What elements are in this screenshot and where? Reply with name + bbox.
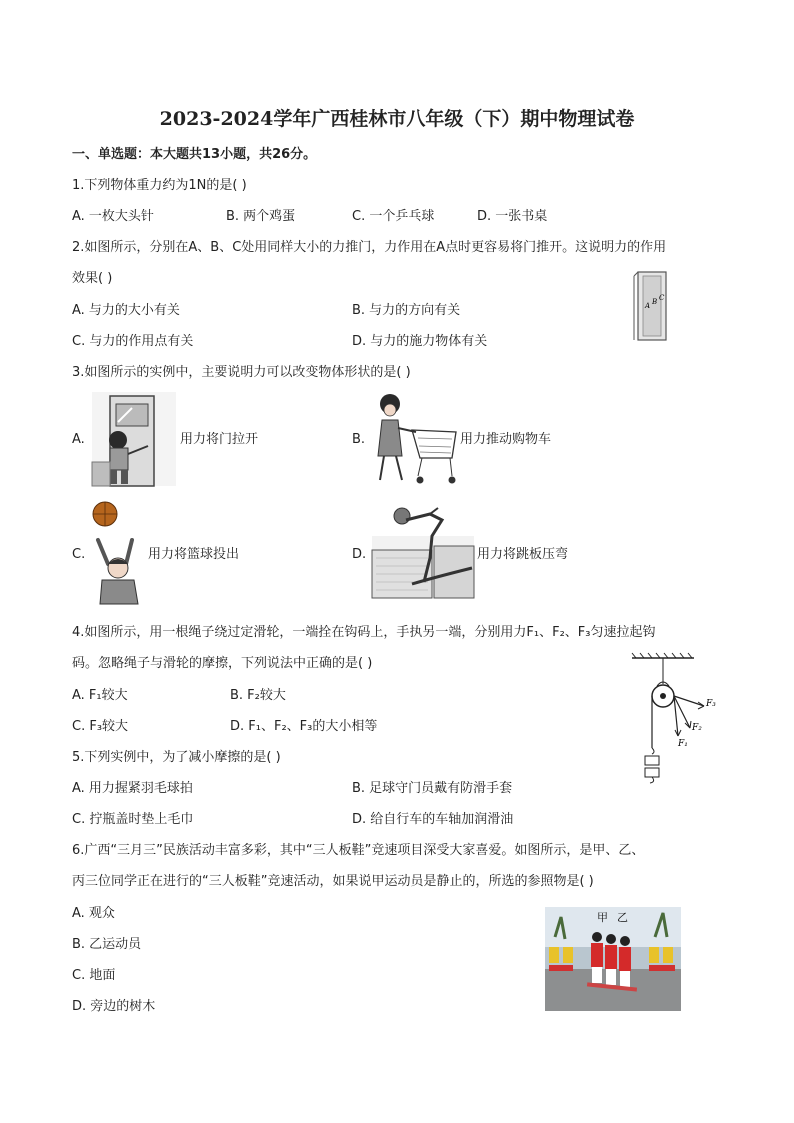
door-label-c: C	[659, 294, 665, 302]
q2-option-d: D. 与力的施力物体有关	[352, 334, 488, 349]
q3-option-d-letter: D.	[352, 547, 367, 562]
door-pull-image	[92, 392, 176, 486]
question-4-stem-line1: 4.如图所示，用一根绳子绕过定滑轮，一端拴在钩码上，手执另一端，分别用力F₁、F₂、F₃匀速拉起钩	[72, 625, 656, 640]
q3-option-c-letter: C.	[72, 547, 86, 562]
basketball-throw-image	[92, 500, 148, 604]
q2-option-c: C. 与力的作用点有关	[72, 334, 194, 349]
q3-option-b-letter: B.	[352, 432, 366, 447]
section-heading: 一、单选题：本大题共13小题，共26分。	[72, 147, 317, 162]
page-title: 2023-2024学年广西桂林市八年级（下）期中物理试卷	[159, 108, 635, 130]
q3-option-a-letter: A.	[72, 432, 85, 447]
q6-option-c: C. 地面	[72, 968, 116, 983]
door-label-a: A	[645, 302, 651, 310]
question-1-stem: 1.下列物体重力约为1N的是( )	[72, 178, 247, 193]
q1-option-a: A. 一枚大头针	[72, 209, 154, 224]
q3-option-b-text: 用力推动购物车	[460, 432, 552, 447]
q1-option-b: B. 两个鸡蛋	[226, 209, 296, 224]
q3-option-a-text: 用力将门拉开	[180, 432, 259, 447]
question-2-stem-line2: 效果( )	[72, 271, 113, 286]
q4-option-c: C. F₃较大	[72, 719, 129, 734]
q1-option-c: C. 一个乒乓球	[352, 209, 435, 224]
race-label-yi: 乙	[617, 911, 628, 924]
door-label-b: B	[652, 298, 658, 306]
pulley-label-f3: F₃	[706, 699, 716, 709]
question-6-stem-line1: 6.广西“三月三”民族活动丰富多彩，其中“三人板鞋”竞速项目深受大家喜爱。如图所示，是甲、乙、	[72, 843, 645, 858]
q6-option-d: D. 旁边的树木	[72, 999, 156, 1014]
q4-option-d: D. F₁、F₂、F₃的大小相等	[230, 719, 378, 734]
question-4-stem-line2: 码。忽略绳子与滑轮的摩擦，下列说法中正确的是( )	[72, 656, 373, 671]
race-photo	[545, 907, 681, 1011]
door-figure	[634, 270, 672, 342]
pulley-label-f2: F₂	[692, 723, 702, 733]
question-3-stem: 3.如图所示的实例中，主要说明力可以改变物体形状的是( )	[72, 365, 411, 380]
q5-option-d: D. 给自行车的车轴加润滑油	[352, 812, 514, 827]
pulley-label-f1: F₁	[678, 739, 688, 749]
q5-option-b: B. 足球守门员戴有防滑手套	[352, 781, 513, 796]
q3-option-c-text: 用力将篮球投出	[148, 547, 240, 562]
q1-option-d: D. 一张书桌	[477, 209, 548, 224]
shopping-cart-image	[372, 392, 458, 486]
q2-option-a: A. 与力的大小有关	[72, 303, 180, 318]
question-5-stem: 5.下列实例中，为了减小摩擦的是( )	[72, 750, 281, 765]
q4-option-a: A. F₁较大	[72, 688, 128, 703]
q4-option-b: B. F₂较大	[230, 688, 286, 703]
q6-option-a: A. 观众	[72, 906, 115, 921]
pulley-figure	[630, 656, 724, 784]
q5-option-a: A. 用力握紧羽毛球拍	[72, 781, 193, 796]
q6-option-b: B. 乙运动员	[72, 937, 142, 952]
question-2-stem-line1: 2.如图所示，分别在A、B、C处用同样大小的力推门，力作用在A点时更容易将门推开。这说明力的作用	[72, 240, 667, 255]
q5-option-c: C. 拧瓶盖时垫上毛巾	[72, 812, 194, 827]
race-label-jia: 甲	[597, 911, 608, 924]
q3-option-d-text: 用力将跳板压弯	[477, 547, 569, 562]
diving-board-image	[372, 506, 474, 598]
question-6-stem-line2: 丙三位同学正在进行的“三人板鞋”竞速活动，如果说甲运动员是静止的，所选的参照物是( )	[72, 874, 594, 889]
q2-option-b: B. 与力的方向有关	[352, 303, 461, 318]
